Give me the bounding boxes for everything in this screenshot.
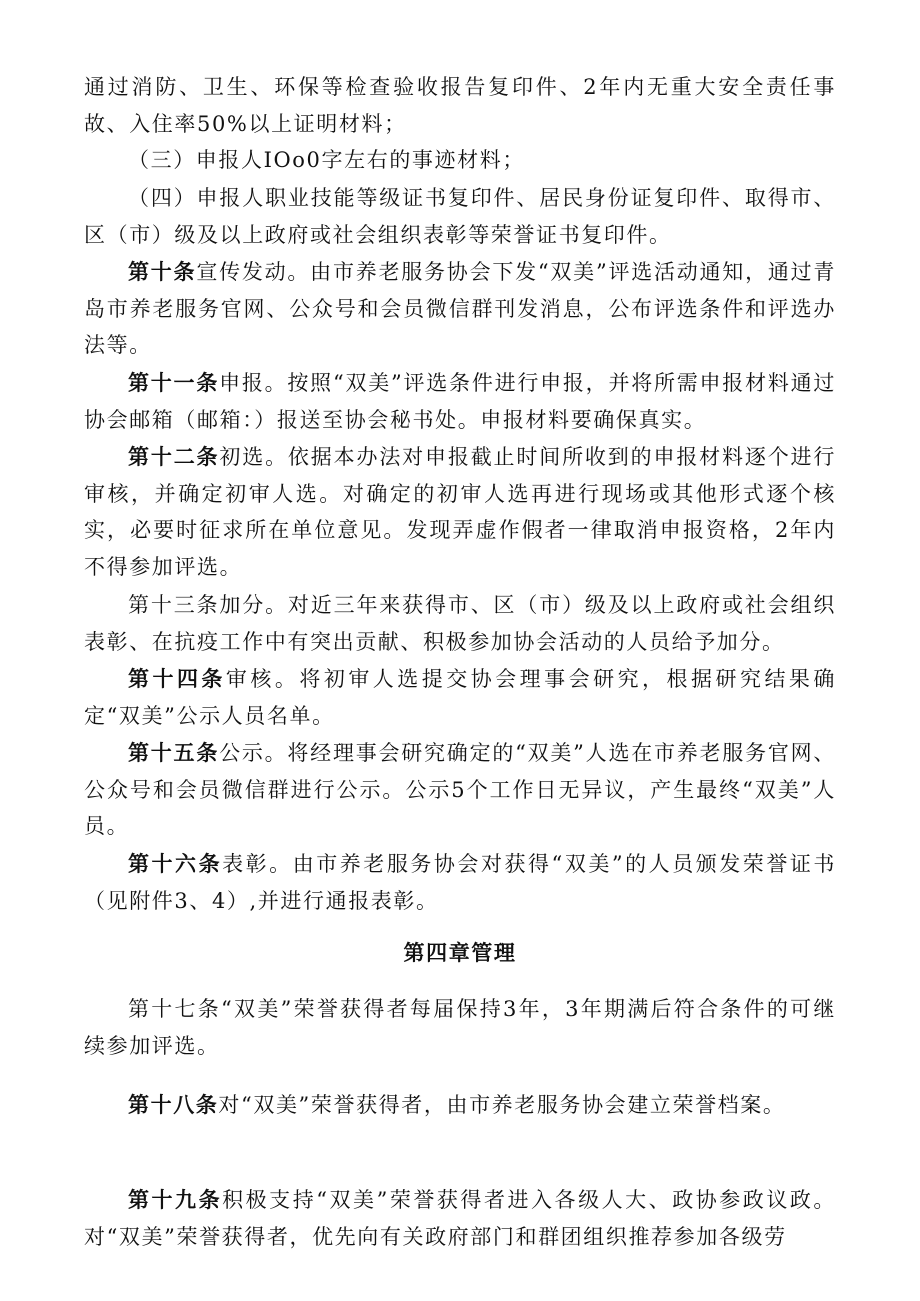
article-19 <box>84 1182 836 1255</box>
paragraph-item-3 <box>84 142 836 179</box>
article-text: 第十七条“双美”荣誉获得者每届保持3年，3年期满后符合条件的可继续参加评选。 <box>84 997 836 1058</box>
article-text: 审核。将初审人选提交协会理事会研究，根据研究结果确定“双美”公示人员名单。 <box>84 667 836 728</box>
article-text: 表彰。由市养老服务协会对获得“双美”的人员颁发荣誉证书（见附件3、4）,并进行通报表彰。 <box>84 852 836 913</box>
article-13 <box>84 587 836 660</box>
article-label: 第十二条 <box>128 444 220 469</box>
article-16 <box>84 846 836 919</box>
article-12 <box>84 439 836 585</box>
article-text: 积极支持“双美”荣誉获得者进入各级人大、政协参政议政。对“双美”荣誉获得者，优先向有关政府部门和群团组织推荐参加各级劳 <box>84 1188 836 1249</box>
article-label: 第十六条 <box>128 851 223 876</box>
article-18 <box>84 1087 836 1124</box>
article-15 <box>84 735 836 845</box>
paragraph-text: 通过消防、卫生、环保等检查验收报告复印件、2年内无重大安全责任事故、入住率50%以上证明材料； <box>84 75 836 136</box>
article-label: 第十五条 <box>128 740 220 765</box>
paragraph-item-4 <box>84 180 836 253</box>
paragraph-materials-continued <box>84 69 836 142</box>
article-text: 申报。按照“双美”评选条件进行申报，并将所需申报材料通过协会邮箱（邮箱：）报送至协会秘书处。申报材料要确保真实。 <box>84 371 836 432</box>
article-17 <box>84 991 836 1064</box>
chapter-heading: 第四章管理 <box>403 940 517 965</box>
article-label: 第十条 <box>128 259 197 284</box>
article-text: 公示。将经理事会研究确定的“双美”人选在市养老服务官网、公众号和会员微信群进行公示。公示5个工作日无异议，产生最终“双美”人员。 <box>84 741 836 838</box>
article-text: 初选。依据本办法对申报截止时间所收到的申报材料逐个进行审核，并确定初审人选。对确定的初审人选再进行现场或其他形式逐个核实，必要时征求所在单位意见。发现弄虚作假者一律取消申报资格，2年内不得参加评选。 <box>84 445 836 579</box>
article-text: 对“双美”荣誉获得者，由市养老服务协会建立荣誉档案。 <box>218 1093 786 1117</box>
article-14 <box>84 661 836 734</box>
article-label: 第十一条 <box>128 370 220 395</box>
article-10 <box>84 254 836 364</box>
paragraph-text: （三）申报人IOo0字左右的事迹材料； <box>128 148 525 172</box>
article-text: 宣传发动。由市养老服务协会下发“双美”评选活动通知，通过青岛市养老服务官网、公众号和会员微信群刊发消息，公布评选条件和评选办法等。 <box>84 260 836 357</box>
article-label: 第十九条 <box>128 1187 223 1212</box>
article-label: 第十八条 <box>128 1092 219 1117</box>
paragraph-text: （四）申报人职业技能等级证书复印件、居民身份证复印件、取得市、区（市）级及以上政府或社会组织表彰等荣誉证书复印件。 <box>84 186 836 247</box>
article-11 <box>84 365 836 438</box>
article-text: 第十三条加分。对近三年来获得市、区（市）级及以上政府或社会组织表彰、在抗疫工作中有突出贡献、积极参加协会活动的人员给予加分。 <box>84 593 836 654</box>
article-label: 第十四条 <box>128 666 226 691</box>
